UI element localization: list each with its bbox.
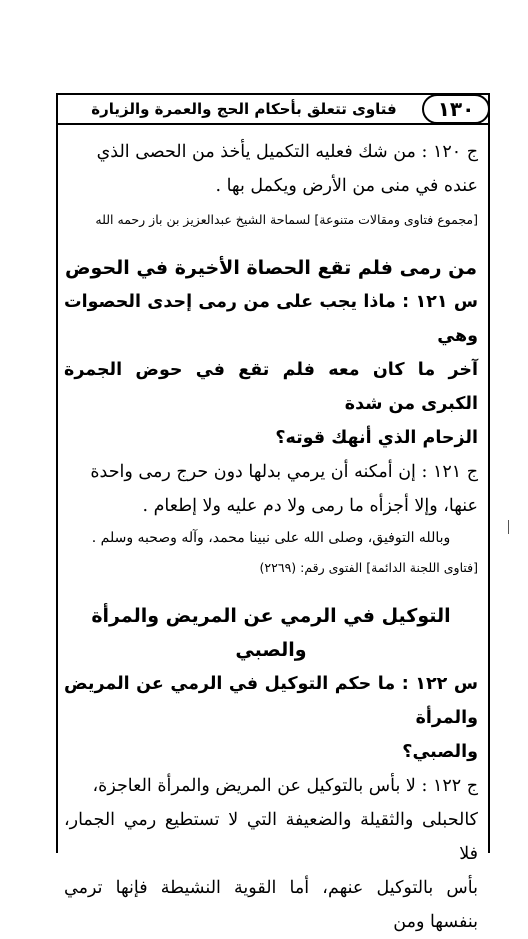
section-heading-2: التوكيل في الرمي عن المريض والمرأة والصبي <box>91 605 451 661</box>
reference-citation-2: [فتاوى اللجنة الدائمة] الفتوى رقم: (٢٢٦٩) <box>259 560 478 575</box>
answer-121-line-2: عنها، وإلا أجزأه ما رمى ولا دم عليه ولا إطعام . <box>142 496 478 516</box>
running-title: فتاوى تتعلق بأحكام الحج والعمرة والزيارة <box>91 100 397 118</box>
answer-122-line-1: ج ١٢٢ : لا بأس بالتوكيل عن المريض والمرأة العاجزة، <box>92 776 478 796</box>
page-header <box>56 93 490 125</box>
answer-122-line-3: بأس بالتوكيل عنهم، أما القوية النشيطة فإنها ترمي بنفسها ومن <box>64 878 478 932</box>
question-122-line-2: والصبي؟ <box>402 742 478 762</box>
question-121-line-1: س ١٢١ : ماذا يجب على من رمى إحدى الحصوات وهي <box>64 292 478 346</box>
question-122-line-1: س ١٢٢ : ما حكم التوكيل في الرمي عن المريض والمرأة <box>64 674 478 728</box>
answer-121-line-1: ج ١٢١ : إن أمكنه أن يرمي بدلها دون حرج رمى واحدة <box>90 462 478 482</box>
closing-prayer: وبالله التوفيق، وصلى الله على نبينا محمد، وآله وصحبه وسلم . <box>91 530 451 546</box>
page-number: ١٣٠ <box>422 94 490 124</box>
reference-citation-1: [مجموع فتاوى ومقالات متنوعة] لسماحة الشيخ عبدالعزيز بن باز رحمه الله <box>95 212 478 227</box>
answer-120-line-2: عنده في منى من الأرض ويكمل بها . <box>215 176 478 196</box>
answer-120-line-1: ج ١٢٠ : من شك فعليه التكميل يأخذ من الحصى الذي <box>96 142 478 162</box>
section-heading-1: من رمى فلم تقع الحصاة الأخيرة في الحوض <box>64 257 477 279</box>
answer-122-line-2: كالحبلى والثقيلة والضعيفة التي لا تستطيع رمي الجمار، فلا <box>64 810 478 864</box>
scan-mark <box>508 520 513 534</box>
page-content <box>64 135 478 939</box>
question-121-line-2: آخر ما كان معه فلم تقع في حوض الجمرة الكبرى من شدة <box>64 360 478 414</box>
question-121-line-3: الزحام الذي أنهك قوته؟ <box>275 428 478 448</box>
